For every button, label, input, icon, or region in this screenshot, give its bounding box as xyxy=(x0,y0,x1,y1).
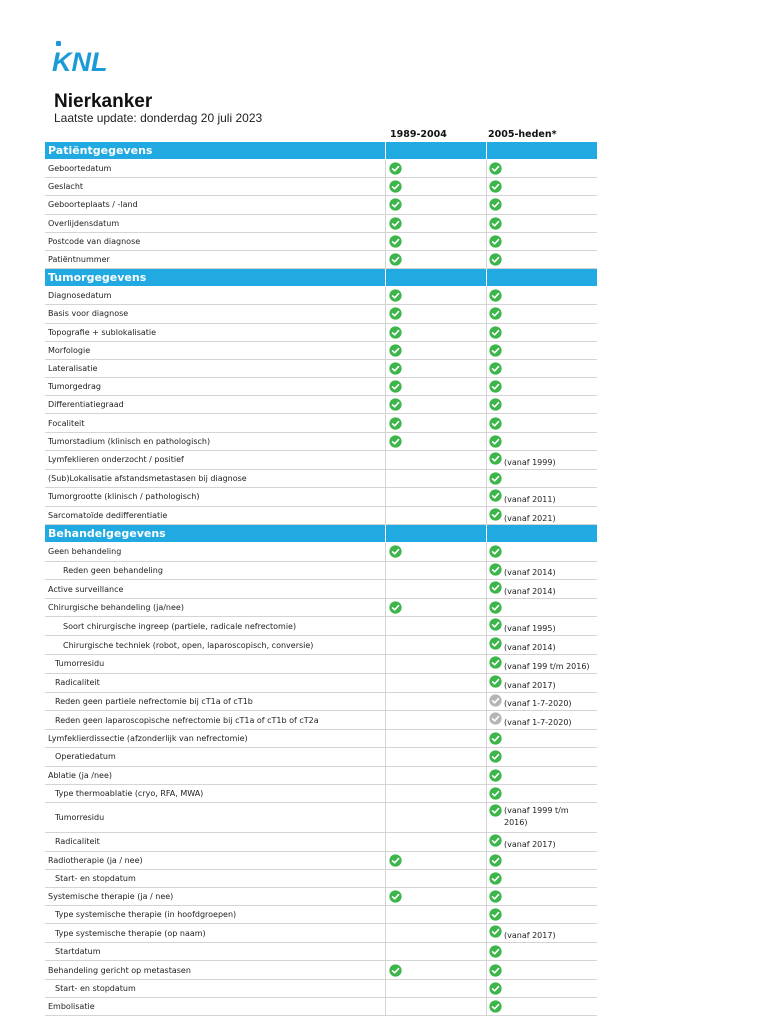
green-check-icon xyxy=(489,618,502,631)
cell-2005-heden xyxy=(486,378,597,395)
cell-1989-2004 xyxy=(385,580,486,598)
row-label: Geboortedatum xyxy=(48,164,112,174)
table-row xyxy=(45,980,597,998)
row-label: Radiotherapie (ja / nee) xyxy=(48,855,143,865)
table-row xyxy=(45,599,597,617)
row-label: Active surveillance xyxy=(48,584,124,594)
table-row xyxy=(45,470,597,488)
cell-1989-2004 xyxy=(385,924,486,942)
cell-2005-heden xyxy=(486,833,597,851)
green-check-icon xyxy=(389,289,402,302)
green-check-icon xyxy=(489,563,502,576)
cell-2005-heden xyxy=(486,562,597,580)
cell-1989-2004 xyxy=(385,396,486,413)
green-check-icon xyxy=(489,945,502,958)
cell-2005-heden xyxy=(486,655,597,673)
table-row xyxy=(45,711,597,730)
green-check-icon xyxy=(489,162,502,175)
green-check-icon xyxy=(489,1000,502,1013)
table-row xyxy=(45,943,597,961)
table-row xyxy=(45,767,597,785)
row-label: Lateralisatie xyxy=(48,363,98,373)
table-row xyxy=(45,888,597,906)
section-header xyxy=(45,269,597,287)
table-row xyxy=(45,906,597,924)
table-row xyxy=(45,160,597,178)
row-label: Reden geen partiele nefrectomie bij cT1a of cT1b xyxy=(55,696,253,706)
availability-note: (vanaf 2017) xyxy=(504,680,556,690)
green-check-icon xyxy=(389,380,402,393)
green-check-icon xyxy=(489,289,502,302)
cell-1989-2004 xyxy=(385,888,486,905)
green-check-icon xyxy=(489,508,502,521)
cell-1989-2004 xyxy=(385,636,486,654)
cell-2005-heden xyxy=(486,287,597,304)
row-label: Morfologie xyxy=(48,345,91,355)
availability-note: (vanaf 1999 t/m 2016) xyxy=(504,805,569,827)
grey-check-icon xyxy=(489,694,502,707)
section-header xyxy=(45,142,597,160)
green-check-icon xyxy=(489,472,502,485)
green-check-icon xyxy=(489,656,502,669)
last-update: Laatste update: donderdag 20 juli 2023 xyxy=(54,111,263,125)
table-row xyxy=(45,360,597,378)
iknl-logo xyxy=(52,40,122,76)
green-check-icon xyxy=(389,362,402,375)
green-check-icon xyxy=(489,750,502,763)
row-label: Type thermoablatie (cryo, RFA, MWA) xyxy=(55,788,204,798)
table-row xyxy=(45,924,597,943)
cell-1989-2004 xyxy=(385,543,486,560)
green-check-icon xyxy=(489,964,502,977)
cell-1989-2004 xyxy=(385,414,486,431)
section-header xyxy=(45,525,597,543)
green-check-icon xyxy=(489,344,502,357)
cell-2005-heden xyxy=(486,599,597,616)
row-label: Differentiatiegraad xyxy=(48,400,124,410)
green-check-icon xyxy=(489,925,502,938)
grey-check-icon xyxy=(489,712,502,725)
green-check-icon xyxy=(489,417,502,430)
cell-2005-heden xyxy=(486,693,597,711)
table-row xyxy=(45,196,597,214)
green-check-icon xyxy=(489,787,502,800)
cell-1989-2004 xyxy=(385,269,486,286)
table-row xyxy=(45,833,597,852)
cell-2005-heden xyxy=(486,980,597,997)
row-label: Patiëntnummer xyxy=(48,255,110,265)
table-row xyxy=(45,324,597,342)
table-row xyxy=(45,433,597,451)
row-label: Radicaliteit xyxy=(55,837,100,847)
green-check-icon xyxy=(489,235,502,248)
table-row xyxy=(45,305,597,323)
row-label: Soort chirurgische ingreep (partiele, radicale nefrectomie) xyxy=(63,621,297,631)
cell-1989-2004 xyxy=(385,730,486,747)
cell-2005-heden xyxy=(486,767,597,784)
column-header-1989-2004: 1989-2004 xyxy=(390,129,447,140)
cell-2005-heden xyxy=(486,961,597,978)
availability-note: (vanaf 1-7-2020) xyxy=(504,699,572,709)
row-label: Ablatie (ja /nee) xyxy=(48,770,113,780)
green-check-icon xyxy=(389,890,402,903)
section-title: Behandelgegevens xyxy=(48,527,166,541)
table-row xyxy=(45,287,597,305)
row-label: Geslacht xyxy=(48,182,84,192)
section-title: Patiëntgegevens xyxy=(48,144,153,157)
cell-2005-heden xyxy=(486,488,597,506)
cell-1989-2004 xyxy=(385,693,486,711)
green-check-icon xyxy=(389,180,402,193)
row-label: Type systemische therapie (in hoofdgroepen) xyxy=(55,910,237,920)
table-row xyxy=(45,655,597,674)
table-row xyxy=(45,636,597,655)
cell-2005-heden xyxy=(486,142,597,159)
availability-note: (vanaf 1999) xyxy=(504,457,556,467)
row-label: Systemische therapie (ja / nee) xyxy=(48,892,174,902)
green-check-icon xyxy=(489,804,502,817)
cell-1989-2004 xyxy=(385,324,486,341)
row-label: Tumorstadium (klinisch en pathologisch) xyxy=(48,436,211,446)
cell-2005-heden xyxy=(486,507,597,525)
green-check-icon xyxy=(389,854,402,867)
cell-1989-2004 xyxy=(385,251,486,268)
row-label: Type systemische therapie (op naam) xyxy=(55,928,206,938)
cell-1989-2004 xyxy=(385,870,486,887)
green-check-icon xyxy=(489,435,502,448)
green-check-icon xyxy=(489,180,502,193)
green-check-icon xyxy=(489,253,502,266)
green-check-icon xyxy=(389,307,402,320)
green-check-icon xyxy=(389,235,402,248)
cell-2005-heden xyxy=(486,924,597,942)
cell-2005-heden xyxy=(486,470,597,487)
row-label: Start- en stopdatum xyxy=(55,873,136,883)
table-row xyxy=(45,488,597,507)
row-label: Start- en stopdatum xyxy=(55,983,136,993)
table-row xyxy=(45,396,597,414)
green-check-icon xyxy=(489,198,502,211)
cell-2005-heden xyxy=(486,324,597,341)
green-check-icon xyxy=(489,380,502,393)
table-row xyxy=(45,251,597,269)
row-label: Geen behandeling xyxy=(48,547,122,557)
green-check-icon xyxy=(489,675,502,688)
green-check-icon xyxy=(489,890,502,903)
cell-1989-2004 xyxy=(385,906,486,923)
cell-2005-heden xyxy=(486,580,597,598)
availability-note: (vanaf 2021) xyxy=(504,513,556,523)
cell-1989-2004 xyxy=(385,142,486,159)
cell-2005-heden xyxy=(486,906,597,923)
green-check-icon xyxy=(389,964,402,977)
cell-1989-2004 xyxy=(385,470,486,487)
cell-1989-2004 xyxy=(385,562,486,580)
green-check-icon xyxy=(489,452,502,465)
table-row xyxy=(45,785,597,803)
green-check-icon xyxy=(489,908,502,921)
table-row xyxy=(45,507,597,526)
cell-2005-heden xyxy=(486,233,597,250)
green-check-icon xyxy=(489,872,502,885)
cell-1989-2004 xyxy=(385,196,486,213)
cell-1989-2004 xyxy=(385,342,486,359)
row-label: Chirurgische techniek (robot, open, laparoscopisch, conversie) xyxy=(63,640,314,650)
row-label: Tumorresidu xyxy=(55,659,105,669)
cell-1989-2004 xyxy=(385,451,486,469)
table-row xyxy=(45,562,597,581)
cell-2005-heden xyxy=(486,360,597,377)
row-label: Chirurgische behandeling (ja/nee) xyxy=(48,603,184,613)
cell-1989-2004 xyxy=(385,655,486,673)
table-row xyxy=(45,870,597,888)
table-row xyxy=(45,414,597,432)
cell-1989-2004 xyxy=(385,998,486,1015)
green-check-icon xyxy=(389,435,402,448)
row-label: Startdatum xyxy=(55,947,101,957)
cell-2005-heden xyxy=(486,674,597,692)
row-label: Topografie + sublokalisatie xyxy=(48,327,157,337)
row-label: Embolisatie xyxy=(48,1001,95,1011)
green-check-icon xyxy=(489,398,502,411)
green-check-icon xyxy=(389,162,402,175)
table-row xyxy=(45,451,597,470)
green-check-icon xyxy=(389,601,402,614)
cell-2005-heden xyxy=(486,636,597,654)
cell-2005-heden xyxy=(486,305,597,322)
row-label: Sarcomatoïde dedifferentiatie xyxy=(48,510,168,520)
green-check-icon xyxy=(489,854,502,867)
cell-2005-heden xyxy=(486,451,597,469)
cell-2005-heden xyxy=(486,433,597,450)
table-row xyxy=(45,233,597,251)
availability-note: (vanaf 2014) xyxy=(504,568,556,578)
green-check-icon xyxy=(389,217,402,230)
green-check-icon xyxy=(389,344,402,357)
green-check-icon xyxy=(389,545,402,558)
cell-1989-2004 xyxy=(385,215,486,232)
row-label: Lymfeklieren onderzocht / positief xyxy=(48,455,184,465)
table-row xyxy=(45,617,597,636)
row-label: Radicaliteit xyxy=(55,678,100,688)
column-header-2005-heden: 2005-heden* xyxy=(488,129,557,140)
cell-2005-heden xyxy=(486,525,597,542)
cell-2005-heden xyxy=(486,803,597,832)
cell-1989-2004 xyxy=(385,767,486,784)
cell-1989-2004 xyxy=(385,599,486,616)
row-label: Tumorgrootte (klinisch / pathologisch) xyxy=(48,492,200,502)
cell-2005-heden xyxy=(486,543,597,560)
cell-1989-2004 xyxy=(385,852,486,869)
green-check-icon xyxy=(389,198,402,211)
green-check-icon xyxy=(389,326,402,339)
row-label: Focaliteit xyxy=(48,418,85,428)
cell-1989-2004 xyxy=(385,525,486,542)
availability-note: (vanaf 1-7-2020) xyxy=(504,718,572,728)
availability-note: (vanaf 199 t/m 2016) xyxy=(504,661,590,671)
table-row xyxy=(45,378,597,396)
cell-1989-2004 xyxy=(385,803,486,832)
cell-1989-2004 xyxy=(385,507,486,525)
table-row xyxy=(45,998,597,1016)
cell-2005-heden xyxy=(486,730,597,747)
cell-2005-heden xyxy=(486,870,597,887)
availability-note: (vanaf 2017) xyxy=(504,931,556,941)
cell-1989-2004 xyxy=(385,748,486,765)
cell-2005-heden xyxy=(486,251,597,268)
table-row xyxy=(45,852,597,870)
cell-1989-2004 xyxy=(385,943,486,960)
green-check-icon xyxy=(489,834,502,847)
table-row xyxy=(45,342,597,360)
cell-2005-heden xyxy=(486,178,597,195)
green-check-icon xyxy=(489,732,502,745)
row-label: Diagnosedatum xyxy=(48,291,112,301)
cell-1989-2004 xyxy=(385,305,486,322)
cell-2005-heden xyxy=(486,888,597,905)
cell-2005-heden xyxy=(486,785,597,802)
section-title: Tumorgegevens xyxy=(48,271,147,285)
cell-2005-heden xyxy=(486,342,597,359)
cell-1989-2004 xyxy=(385,160,486,177)
table-row xyxy=(45,730,597,748)
row-label: Postcode van diagnose xyxy=(48,236,141,246)
cell-1989-2004 xyxy=(385,785,486,802)
cell-2005-heden xyxy=(486,196,597,213)
cell-2005-heden xyxy=(486,160,597,177)
green-check-icon xyxy=(489,769,502,782)
availability-note: (vanaf 2017) xyxy=(504,839,556,849)
green-check-icon xyxy=(489,581,502,594)
cell-1989-2004 xyxy=(385,488,486,506)
green-check-icon xyxy=(489,601,502,614)
table-row xyxy=(45,580,597,599)
cell-1989-2004 xyxy=(385,617,486,635)
row-label: Tumorgedrag xyxy=(48,382,101,392)
green-check-icon xyxy=(389,253,402,266)
cell-1989-2004 xyxy=(385,233,486,250)
cell-2005-heden xyxy=(486,748,597,765)
table-row xyxy=(45,748,597,766)
row-label: Basis voor diagnose xyxy=(48,309,129,319)
cell-2005-heden xyxy=(486,852,597,869)
green-check-icon xyxy=(389,398,402,411)
cell-2005-heden xyxy=(486,943,597,960)
cell-2005-heden xyxy=(486,269,597,286)
table-row xyxy=(45,961,597,979)
cell-1989-2004 xyxy=(385,833,486,851)
svg-text:KNL: KNL xyxy=(52,47,108,76)
cell-1989-2004 xyxy=(385,178,486,195)
cell-1989-2004 xyxy=(385,980,486,997)
page-title: Nierkanker xyxy=(54,91,153,112)
row-label: Geboorteplaats / -land xyxy=(48,200,138,210)
green-check-icon xyxy=(489,982,502,995)
availability-note: (vanaf 1995) xyxy=(504,624,556,634)
data-availability-table xyxy=(45,142,597,1016)
table-row xyxy=(45,215,597,233)
cell-2005-heden xyxy=(486,396,597,413)
cell-2005-heden xyxy=(486,711,597,729)
table-row xyxy=(45,178,597,196)
cell-2005-heden xyxy=(486,998,597,1015)
cell-2005-heden xyxy=(486,414,597,431)
green-check-icon xyxy=(489,217,502,230)
cell-2005-heden xyxy=(486,215,597,232)
green-check-icon xyxy=(489,637,502,650)
availability-note: (vanaf 2011) xyxy=(504,494,556,504)
green-check-icon xyxy=(489,326,502,339)
table-row xyxy=(45,543,597,561)
green-check-icon xyxy=(489,307,502,320)
cell-1989-2004 xyxy=(385,287,486,304)
row-label: Tumorresidu xyxy=(55,812,105,822)
cell-1989-2004 xyxy=(385,378,486,395)
row-label: Behandeling gericht op metastasen xyxy=(48,965,191,975)
row-label: Reden geen laparoscopische nefrectomie bij cT1a of cT1b of cT2a xyxy=(55,715,319,725)
green-check-icon xyxy=(389,417,402,430)
green-check-icon xyxy=(489,362,502,375)
green-check-icon xyxy=(489,545,502,558)
row-label: (Sub)Lokalisatie afstandsmetastasen bij diagnose xyxy=(48,473,247,483)
cell-1989-2004 xyxy=(385,674,486,692)
table-row xyxy=(45,803,597,833)
table-row xyxy=(45,693,597,712)
cell-1989-2004 xyxy=(385,433,486,450)
cell-2005-heden xyxy=(486,617,597,635)
availability-note: (vanaf 2014) xyxy=(504,643,556,653)
green-check-icon xyxy=(489,489,502,502)
row-label: Operatiedatum xyxy=(55,752,116,762)
row-label: Reden geen behandeling xyxy=(63,565,163,575)
row-label: Lymfeklierdissectie (afzonderlijk van nefrectomie) xyxy=(48,734,248,744)
table-row xyxy=(45,674,597,693)
cell-1989-2004 xyxy=(385,711,486,729)
availability-note: (vanaf 2014) xyxy=(504,587,556,597)
cell-1989-2004 xyxy=(385,961,486,978)
row-label: Overlijdensdatum xyxy=(48,218,120,228)
cell-1989-2004 xyxy=(385,360,486,377)
